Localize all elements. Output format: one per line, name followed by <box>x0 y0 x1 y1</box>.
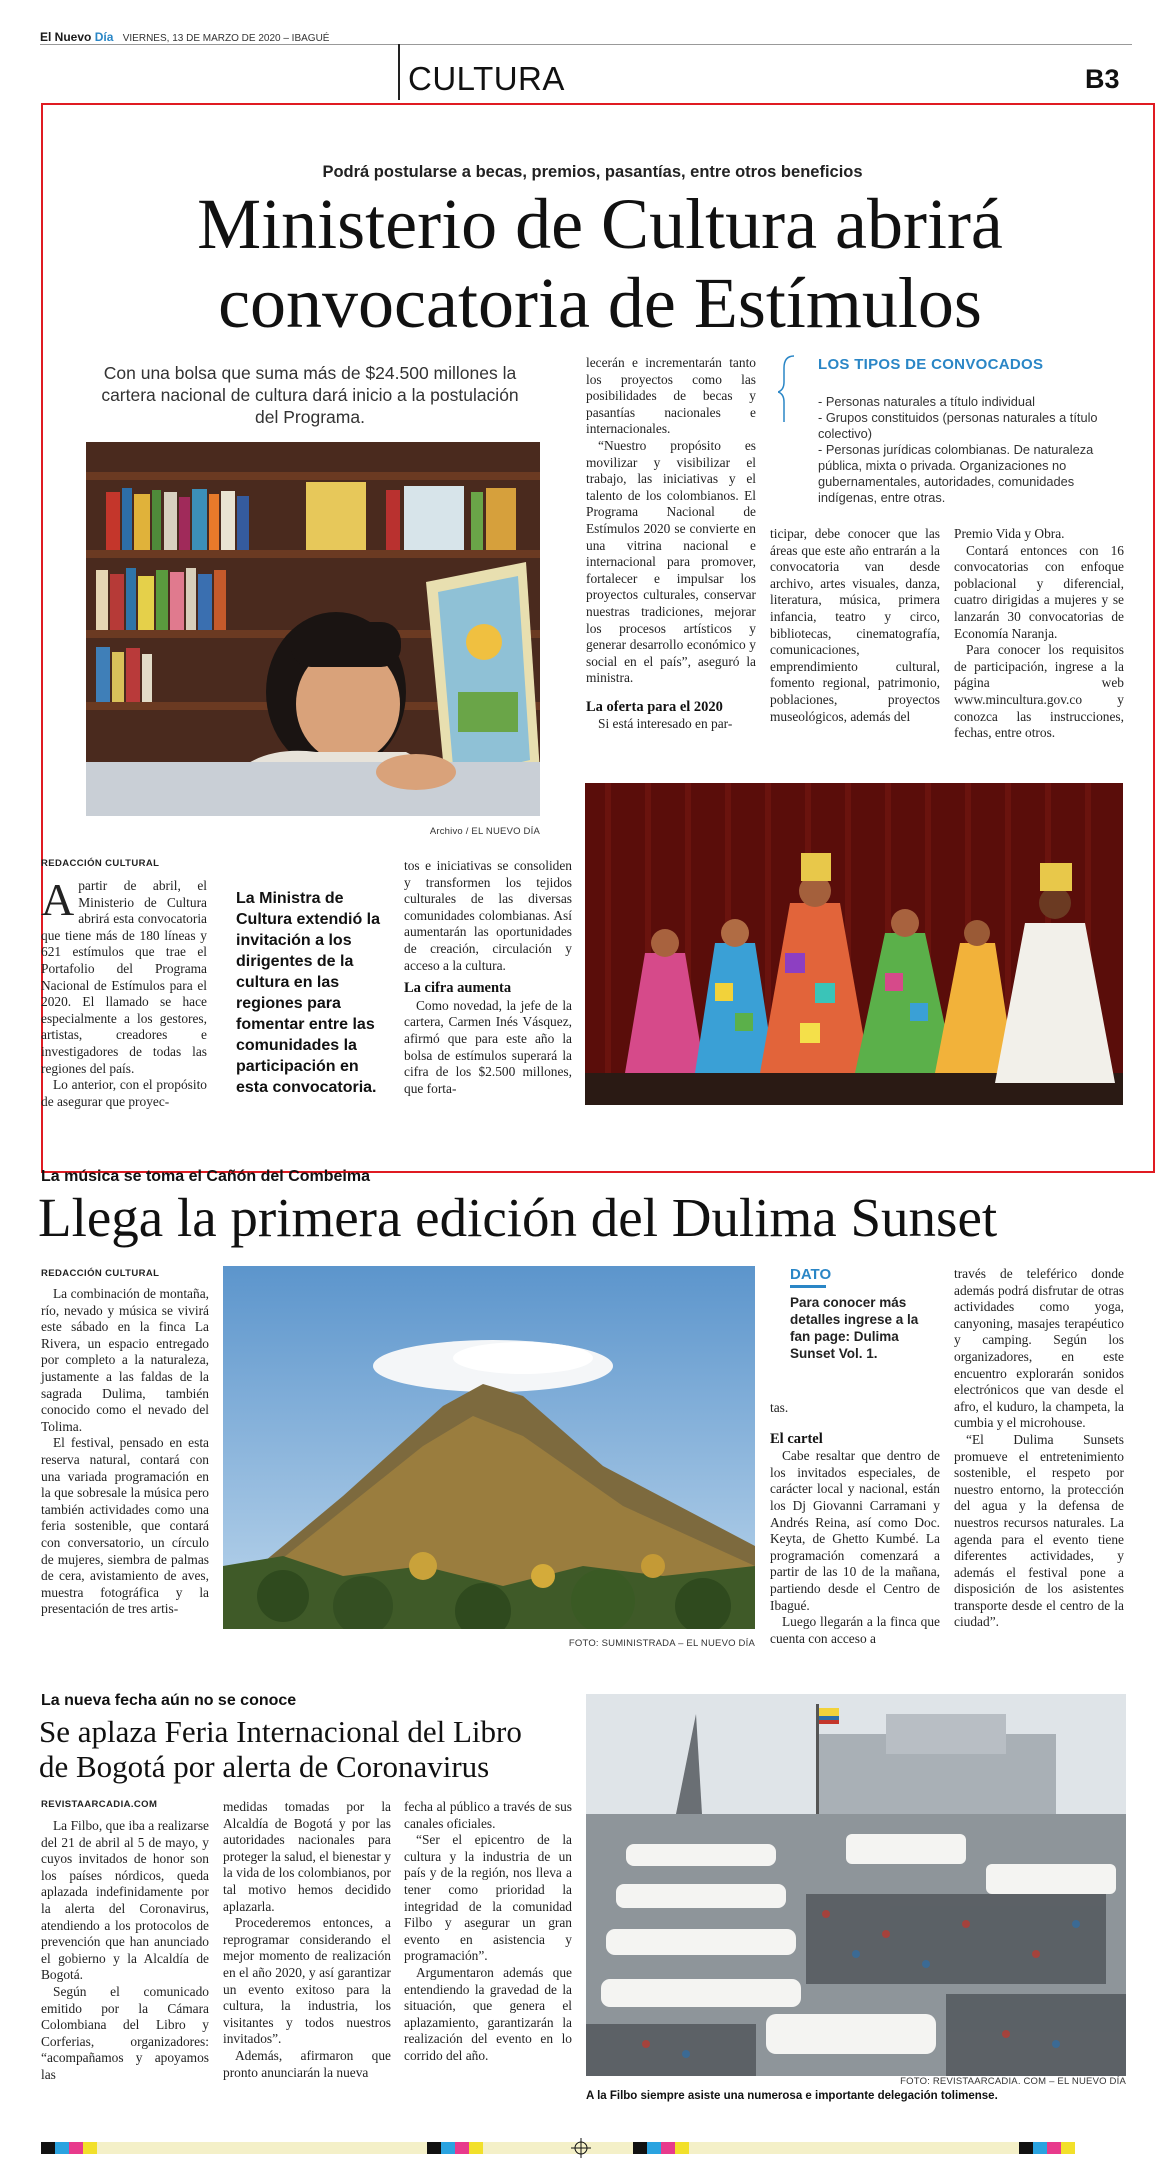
bookfair-photo <box>586 1694 1126 2076</box>
article1-colC: Premio Vida y Obra. Contará entonces con 16 convocatorias con enfoque poblacional y diferencial, cuatro dirigidas a mujeres y se lanzarán 30 convocatorias de Economía Naranja. Para conocer los requisitos de participación, ingrese a la página web www.mincultura.gov.co y conozca las instrucciones, fechas, entre otros. <box>954 526 1124 741</box>
registration-mark-icon <box>571 2138 591 2158</box>
brace-icon <box>778 352 798 524</box>
article1-deck: Con una bolsa que suma más de $24.500 millones la cartera nacional de cultura dará inicio a la postulación del Programa. <box>101 363 519 427</box>
dateline: VIERNES, 13 DE MARZO DE 2020 – IBAGUÉ <box>122 33 330 44</box>
mountain-illustration <box>223 1266 755 1629</box>
article3-col3: fecha al público a través de sus canales oficiales. “Ser el epicentro de la cultura y la industria de un país y de la región, nos lleva a tener como prioridad la integridad de la comunidad Filbo y asegurar un gran evento en asistencia y programación”. Argumentaron además que entendiendo la gravedad de la situación, que genera el aplazamiento, garantizarán la realización del evento en lo corrido del año. <box>404 1799 572 2063</box>
convocados-item: - Personas jurídicas colombianas. De naturaleza pública, mixta o privada. Organizaciones no gubernamentales, autoridades, comunidades indígenas, entre otras. <box>818 442 1094 505</box>
dato-title: DATO <box>790 1266 832 1283</box>
convocados-item: - Personas naturales a título individual <box>818 394 1035 409</box>
article1-colA: lecerán e incrementarán tanto los proyectos como las posibilidades de becas y pasantías nacionales e internacionales. “Nuestro propósito es movilizar y visibilizar el trabajo, las iniciativas y el talento de los colombianos. El Programa Nacional de Estímulos 2020 se convierte en una vitrina nacional e internacional para promover, fortalecer e impulsar los proyectos culturales, conservar nuestras tradiciones, mejorar los procesos artísticos y generar desarrollo económico y social en el país”, aseguró la ministra. La oferta para el 2020 Si está interesado en par- <box>586 355 756 732</box>
girl-reading-photo <box>86 442 540 816</box>
bookfair-illustration <box>586 1694 1126 2076</box>
subhead-cartel: El cartel <box>770 1430 823 1447</box>
article1-headline: Ministerio de Cultura abrirá convocatoria de Estímulos <box>197 184 1003 343</box>
convocados-title: LOS TIPOS DE CONVOCADOS <box>818 356 1044 373</box>
dancers-photo <box>585 783 1123 1105</box>
article1-col3: tos e iniciativas se consoliden y transformen los tejidos culturales de las diversas comunidades colombianas. Así aumentarán las oportunidades de creación, circulación y acceso a la cultura. La cifra aumenta Como novedad, la jefe de la cartera, Carmen Inés Vásquez, afirmó que para este año la bolsa de estímulos superará la cifra de los $2.500 millones, que forta- <box>404 858 572 1096</box>
article3-headline: Se aplaza Feria Internacional del Libro de Bogotá por alerta de Coronavirus <box>39 1714 522 1784</box>
convocados-item: - Grupos constituidos (personas naturales a título colectivo) <box>818 410 1098 441</box>
article2-col2: tas. El cartel Cabe resaltar que dentro de los invitados especiales, de carácter local y nacional, están los Dj Giovanni Carramani y Andrés Reina, así como Doc. Keyta, de Ghetto Kumbé. La programación comenzará a partir de las 10 de la mañana, partiendo desde el Centro de Ibagué. Luego llegarán a la finca que cuenta con acceso a <box>770 1400 940 1646</box>
section-divider <box>398 44 400 100</box>
bookfair-photo-credit: FOTO: REVISTAARCADIA. COM – EL NUEVO DÍA <box>900 2076 1126 2087</box>
convocados-list <box>818 394 1118 506</box>
section-label: CULTURA <box>408 60 565 97</box>
article1-colB: ticipar, debe conocer que las áreas que este año entrarán a la convocatoria van desde archivo, artes visuales, danza, literatura, música, primera infancia, teatro y circo, bibliotecas, cinematografía, comunicaciones, emprendimiento cultural, fomento regional, patrimonio, poblaciones, proyectos museológicos, además del <box>770 526 940 724</box>
mountain-photo <box>223 1266 755 1629</box>
girl-reading-illustration <box>86 442 540 816</box>
article1-pullquote: La Ministra de Cultura extendió la invitación a los dirigentes de la cultura en las regiones para fomentar entre las comunidades la participación en esta convocatoria. <box>236 890 381 1096</box>
dato-box <box>790 1266 930 1362</box>
subhead-cifra: La cifra aumenta <box>404 980 512 997</box>
girl-photo-credit: Archivo / EL NUEVO DÍA <box>429 826 540 837</box>
article1-col1: A partir de abril, el Ministerio de Cultura abrirá esta convocatoria que tiene más de 180 líneas y 621 estímulos que trae el Portafolio del Programa Nacional de Estímulos para el 2020. El llamado se hace especialmente a los gestores, artistas, creadores e investigadores de todas las regiones del país. Lo anterior, con el propósito de asegurar que proyec- <box>41 874 207 1109</box>
convocados-box <box>778 352 1123 524</box>
page-number: B3 <box>1085 64 1120 94</box>
article1-byline: REDACCIÓN CULTURAL <box>41 858 160 869</box>
article2-kicker: La música se toma el Cañón del Combeima <box>41 1168 370 1185</box>
dato-rule <box>790 1285 826 1288</box>
article2-headline: Llega la primera edición del Dulima Sunset <box>38 1187 998 1248</box>
logo: El Nuevo Día <box>40 30 114 44</box>
article2-col3: través de teleférico donde además podrá disfrutar de otras actividades como yoga, canyoning, masajes terapéutico y camping. Según los organizadores, en este encuentro explorarán sonidos electrónicos que van desde el afro, el kuduro, la champeta, la cumbia y el microhouse. “El Dulima Sunsets promueve el entretenimiento sostenible, el respeto por nuestro entorno, la protección del agua y la defensa de nuestros recursos naturales. La agenda para el evento tiene diferentes actividades, y además el festival pone a disposición de los asistentes transporte desde el centro de la ciudad”. <box>954 1266 1124 1630</box>
article2-col1: La combinación de montaña, río, nevado y música se vivirá este sábado en la finca La Rivera, un espacio entregado por completo a la naturaleza, justamente a las faldas de la sagrada Dulima, también conocido como el nevado del Tolima. El festival, pensado en esta reserva natural, contará con una variada programación en la que sobresale la música pero también actividades como una feria sostenible, que contará con conversatorio, un círculo de mujeres, siembra de palmas de cera, avistamiento de aves, muestra fotográfica y la presentación de tres artis- <box>41 1286 209 1617</box>
bookfair-caption: A la Filbo siempre asiste una numerosa e importante delegación tolimense. <box>586 2090 998 2102</box>
dropcap: A <box>41 874 75 925</box>
article1-kicker: Podrá postularse a becas, premios, pasantías, entre otros beneficios <box>322 163 863 181</box>
subhead-oferta: La oferta para el 2020 <box>586 698 723 715</box>
dancers-illustration <box>585 783 1123 1105</box>
article3-col2: medidas tomadas por la Alcaldía de Bogotá y por las autoridades nacionales para proteger la salud, el bienestar y la vida de los colombianos, por tal motivo hemos decidido aplazarla. Procederemos entonces, a reprogramar considerando el mejor momento de realización en el año 2020, y así garantizar un evento exitoso para la cultura, la industria, los visitantes y todos nuestros invitados”. Además, afirmaron que pronto anunciarán la nueva <box>223 1799 391 2080</box>
masthead <box>40 28 1132 50</box>
article2-byline: REDACCIÓN CULTURAL <box>41 1268 160 1279</box>
mountain-photo-credit: FOTO: SUMINISTRADA – EL NUEVO DÍA <box>568 1638 755 1649</box>
article3-kicker: La nueva fecha aún no se conoce <box>41 1692 297 1709</box>
article3-col1: La Filbo, que iba a realizarse del 21 de abril al 5 de mayo, y cuyos invitados de honor son los países nórdicos, queda aplazada indefinidamente por la alerta del Coronavirus, atendiendo a los protocolos de prevención que han anunciado el gobierno y la Alcaldía de Bogotá. Según el comunicado emitido por la Cámara Colombiana del Libro y Corferias, organizadores: “acompañamos y apoyamos las <box>41 1818 209 2082</box>
article3-byline: REVISTAARCADIA.COM <box>41 1799 158 1810</box>
dato-text: Para conocer más detalles ingrese a la fan page: Dulima Sunset Vol. 1. <box>790 1295 919 1361</box>
masthead-rule <box>40 44 1132 45</box>
